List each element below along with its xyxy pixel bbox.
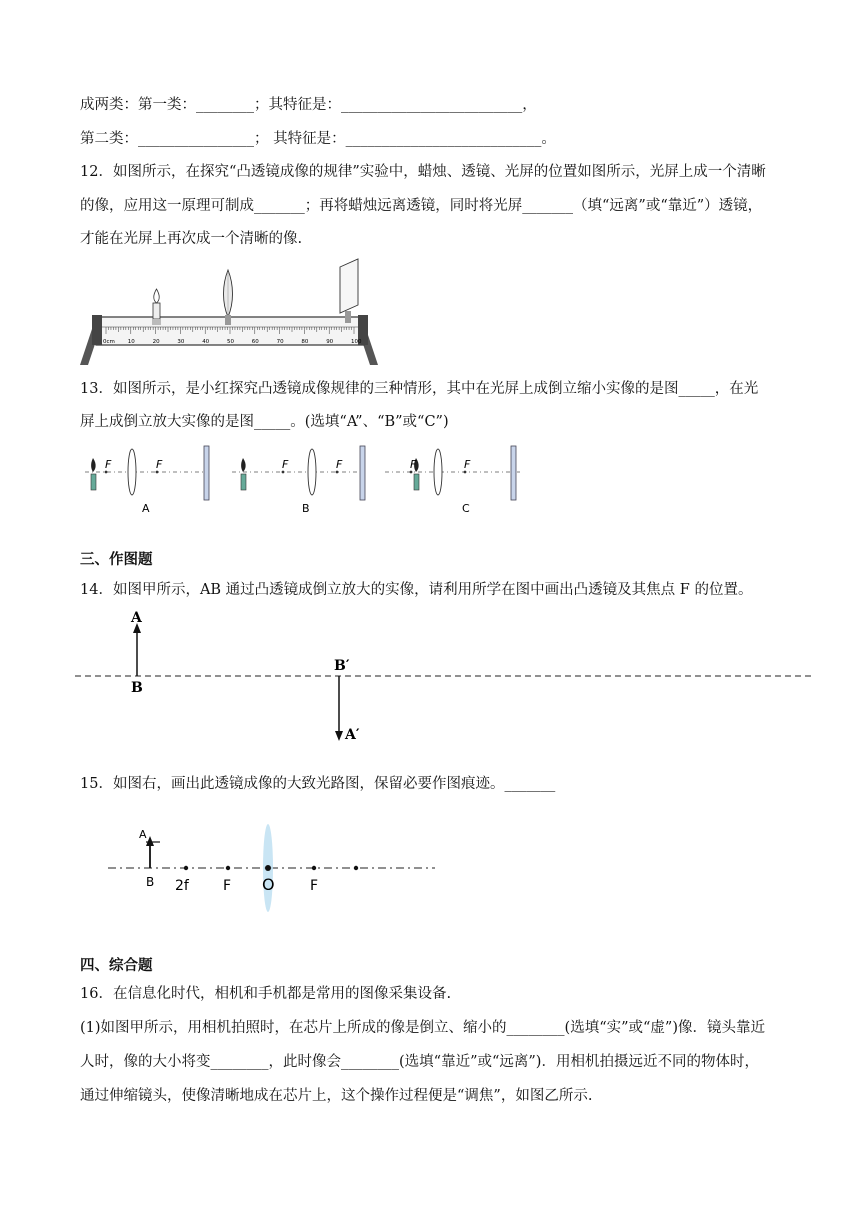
focus-label: F (464, 458, 471, 471)
label-o: O (262, 875, 275, 894)
question-16-line: (1)如图甲所示，用相机拍照时，在芯片上所成的像是倒立、缩小的________(选填“实”或“虚”)像．镜头靠近 (80, 1020, 766, 1036)
scale-label: 60 (251, 339, 259, 345)
three-setups-figure (80, 440, 530, 520)
question-13-line: 屏上成倒立放大实像的是图_____。(选填“A”、“B”或“C”) (80, 414, 449, 430)
label-b-prime: B′ (334, 658, 350, 674)
scale-label: 50 (227, 339, 234, 345)
label-a: A (131, 610, 142, 626)
scale-label: 20 (152, 339, 160, 345)
screen-icon (360, 446, 365, 500)
setup-label-c: C (462, 502, 470, 515)
point-2f-right (354, 866, 358, 870)
question-12-line: 12．如图所示，在探究“凸透镜成像的规律”实验中，蜡烛、透镜、光屏的位置如图所示，光屏上成一个清晰 (80, 164, 766, 180)
focus-label: F (282, 458, 289, 471)
scale-label: 80 (301, 339, 309, 345)
label-f-right: F (310, 878, 319, 894)
label-a-prime: A′ (345, 727, 360, 743)
setup-label-a: A (142, 502, 150, 515)
question-14-line: 14．如图甲所示，AB 通过凸透镜成倒立放大的实像，请利用所学在图中画出凸透镜及其焦点 F 的位置。 (80, 582, 753, 598)
label-a: A (139, 828, 147, 841)
lens-diagram-figure (100, 820, 440, 920)
question-13-line: 13．如图所示，是小红探究凸透镜成像规律的三种情形，其中在光屏上成倒立缩小实像的是图_____，在光 (80, 381, 759, 397)
scale-label: 10 (127, 339, 135, 345)
focus-label: F (410, 458, 417, 471)
label-2f: 2f (175, 878, 189, 894)
image-formation-figure (75, 608, 815, 748)
label-b: B (146, 875, 155, 889)
point-f-left (226, 866, 230, 870)
scale-label: 40 (202, 339, 210, 345)
screen-icon (511, 446, 516, 500)
screen-icon (340, 259, 358, 323)
label-b: B (131, 680, 143, 696)
setup-b (232, 446, 365, 515)
section-heading: 四、综合题 (80, 957, 153, 974)
lens-icon (308, 449, 316, 495)
screen-icon (204, 446, 209, 500)
setup-label-b: B (302, 502, 310, 515)
question-12-line: 的像，应用这一原理可制成_______；再将蜡烛远离透镜，同时将光屏_______（填“远离”或“靠近”）透镜， (80, 198, 763, 214)
question-16-line: 通过伸缩镜头，使像清晰地成在芯片上，这个操作过程便是“调焦”，如图乙所示. (80, 1088, 593, 1104)
candle-icon (152, 289, 161, 325)
question-15-line: 15．如图右，画出此透镜成像的大致光路图，保留必要作图痕迹。_______ (80, 776, 556, 792)
focus-label: F (336, 458, 343, 471)
point-f-right (312, 866, 316, 870)
setup-a (85, 446, 209, 515)
scale-label: 100 (351, 339, 362, 345)
scale-label: 30 (177, 339, 185, 345)
optical-bench-figure (80, 255, 380, 370)
focus-label: F (105, 458, 112, 471)
bench-end-left (92, 315, 102, 345)
scale-label: 90 (326, 339, 334, 345)
question-16-line: 人时，像的大小将变________，此时像会________(选填“靠近”或“远离”)．用相机拍摄远近不同的物体时， (80, 1054, 759, 1070)
point-o (265, 865, 271, 871)
lens-icon (434, 449, 442, 495)
label-f-left: F (223, 878, 232, 894)
setup-c (385, 446, 520, 515)
scale-label: 70 (276, 339, 284, 345)
scale-label: 0cm (103, 339, 115, 345)
text-line: 第二类：________________； 其特征是：___________________________。 (80, 131, 556, 147)
text-line: 成两类：第一类：________；其特征是：_________________________， (80, 97, 537, 113)
point-2f (184, 866, 188, 870)
lens-icon (128, 449, 136, 495)
section-heading: 三、作图题 (80, 551, 153, 568)
question-16-line: 16．在信息化时代，相机和手机都是常用的图像采集设备. (80, 986, 452, 1002)
question-12-line: 才能在光屏上再次成一个清晰的像. (80, 231, 303, 247)
focus-label: F (156, 458, 163, 471)
